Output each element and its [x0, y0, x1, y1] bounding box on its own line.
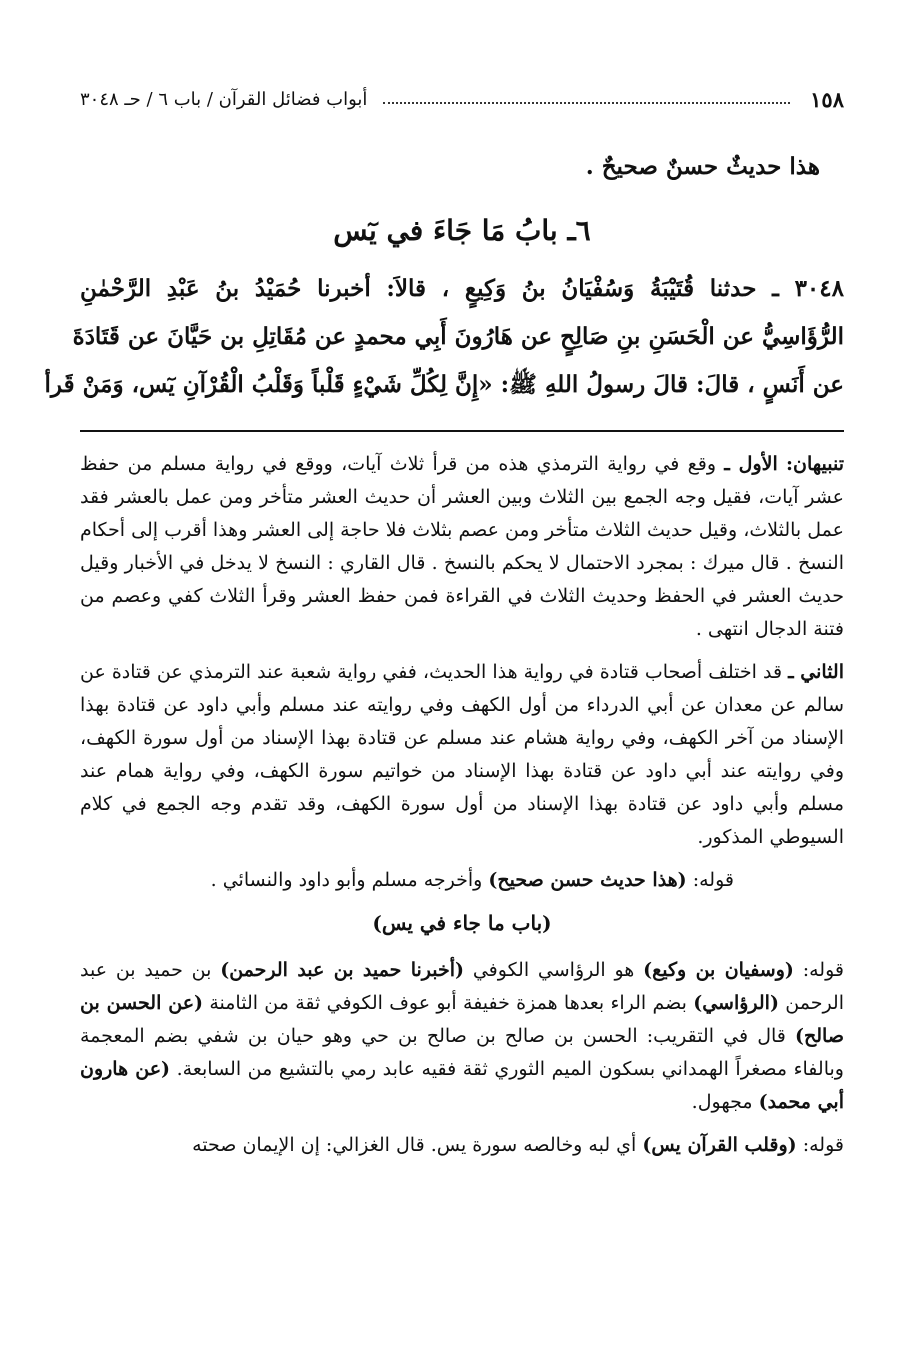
explanation-text: هو الرؤاسي الكوفي [472, 959, 635, 981]
quoted-ruling: (هذا حديث حسن صحيح) [488, 869, 687, 891]
qawluh-prefix: قوله: [802, 959, 844, 981]
explanation-text: بضم الراء بعدها همزة خفيفة أبو عوف الكوفي ثقة من الثامنة [209, 992, 687, 1014]
main-text [44, 145, 844, 409]
quoted-term: (أخبرنا حميد بن عبد الرحمن) [220, 959, 465, 981]
quoted-term: (عن الحسن بن صالح) [80, 992, 844, 1047]
second-note-label: الثاني ـ [788, 661, 844, 683]
explanation-text: أي لبه وخالصه سورة يس. قال الغزالي: إن الإيمان صحته [192, 1134, 637, 1156]
commentary-para-narrators: قوله: (وسفيان بن وكيع) هو الرؤاسي الكوفي (أخبرنا حميد بن عبد الرحمن) بن حميد بن عبد الرحمن (الرؤاسي) بضم الراء بعدها همزة خفيفة أبو عوف الكوفي ثقة من الثامنة (عن الحسن بن صالح) قال في التقريب: الحسن بن صالح بن صالح بن حي وهو حيان بن شفي بضم المعجمة وبالفاء مصغراً الهمداني بسكون الميم الثوري ثقة فقيه عابد رمي بالتشيع من السابعة. (عن هارون أبي محمد) مجهول. [80, 959, 844, 1113]
quoted-term: (وقلب القرآن يس) [642, 1134, 797, 1156]
hadith-line-3: عن أَنَسٍ ، قالَ: قالَ رسولُ اللهِ ﷺ: «إِنَّ لِكُلِّ شَيْءٍ قَلْباً وَقَلْبُ الْقُرْآنِ يٓس، وَمَنْ قَرأ [44, 371, 844, 398]
commentary-para-notes [80, 448, 844, 646]
hadith-line-1 [80, 265, 844, 313]
commentary-para-heart [80, 1129, 844, 1162]
header-dot-leader [383, 102, 790, 104]
running-header [80, 84, 844, 114]
first-note-text: وقع في رواية الترمذي هذه من قرأ ثلاث آيات، ووقع في رواية مسلم من حفظ عشر آيات، فقيل وجه الجمع بين الثلاث وبين العشر أن حديث العشر متأخر ومن عمل بالعشر فقد عمل بالثلاث، وقيل حديث الثلاث متأخر ومن عصم بثلاث فلا حاجة إلى العشر وهذا أقرب إلى أحكام النسخ . قال ميرك : بمجرد الاحتمال لا يحكم بالنسخ . قال القاري : النسخ لا يدخل في الأخبار وقيل حديث العشر في الحفظ وحديث الثلاث في القراءة فمن حفظ العشر وقرأ الثلاث كفي وعصم من فتنة الدجال انتهى . [80, 453, 844, 640]
footnote-divider [80, 430, 844, 432]
explanation-text: قال في التقريب: الحسن بن صالح بن صالح بن حي وهو حيان بن شفي بضم المعجمة وبالفاء مصغراً الهمداني بسكون الميم الثوري ثقة فقيه عابد رمي بالتشيع من السابعة [80, 1025, 844, 1080]
second-note-text: قد اختلف أصحاب قتادة في رواية هذا الحديث، ففي رواية شعبة عند الترمذي عن قتادة عن سالم عن معدان عن أبي الدرداء من أول الكهف وفي روايته عند مسلم وأبي داود عن قتادة بهذا الإسناد من آخر الكهف، وفي رواية هشام عند مسلم عن قتادة بهذا الإسناد من أول سورة الكهف، وفي روايته عند أبي داود عن قتادة بهذا الإسناد من خواتيم سورة الكهف، وفي رواية همام عند مسلم وأبي داود عن قتادة بهذا الإسناد من أول سورة الكهف، وقد تقدم وجه الجمع في كلام السيوطي المذكور. [80, 661, 844, 848]
explanation-text: مجهول. [691, 1091, 753, 1113]
hadith-line-2: الرُّؤَاسِيُّ عن الْحَسَنِ بنِ صَالِحٍ عن هَارُونَ أَبِي محمدٍ عن مُقَاتِلِ بن حَيَّانَ عن قَتَادَةَ [72, 323, 844, 350]
hadith-number: ٣٠٤٨ ـ [772, 275, 844, 302]
ruling-text: وأخرجه مسلم وأبو داود والنسائي . [210, 869, 483, 891]
header-title: أبواب فضائل القرآن / باب ٦ / حـ ٣٠٤٨ [80, 88, 368, 110]
quoted-term: (عن هارون أبي محمد) [80, 1058, 844, 1113]
commentary [80, 448, 844, 1172]
chapter-title: ٦ـ بابُ مَا جَاءَ في يٓس [333, 214, 591, 247]
hadith-line-1-text: حدثنا قُتَيْبَةُ وَسُفْيَانُ بنُ وَكِيعٍ ، قالاَ: أخبرنا حُمَيْدُ بنُ عَبْدِ الرَّحْمٰنِ [80, 275, 757, 302]
quoted-term: (الرؤاسي) [693, 992, 779, 1014]
first-note-label: الأول ـ [724, 453, 778, 475]
explanation-text: بن حميد بن عبد الرحمن [80, 959, 844, 1014]
qawluh-prefix: قوله: [802, 1134, 844, 1156]
book-page [44, 0, 845, 1351]
previous-ruling: هذا حديثٌ حسنٌ صحيحٌ . [585, 153, 820, 180]
section-heading: (باب ما جاء في يس) [372, 911, 552, 935]
page-number: ١٥٨ [810, 86, 844, 112]
commentary-para-ruling [80, 864, 844, 897]
commentary-para-second [80, 656, 844, 854]
quoted-term: (وسفيان بن وكيع) [643, 959, 794, 981]
qawluh-prefix: قوله: [692, 869, 734, 891]
notes-label: تنبيهان: [786, 453, 845, 475]
